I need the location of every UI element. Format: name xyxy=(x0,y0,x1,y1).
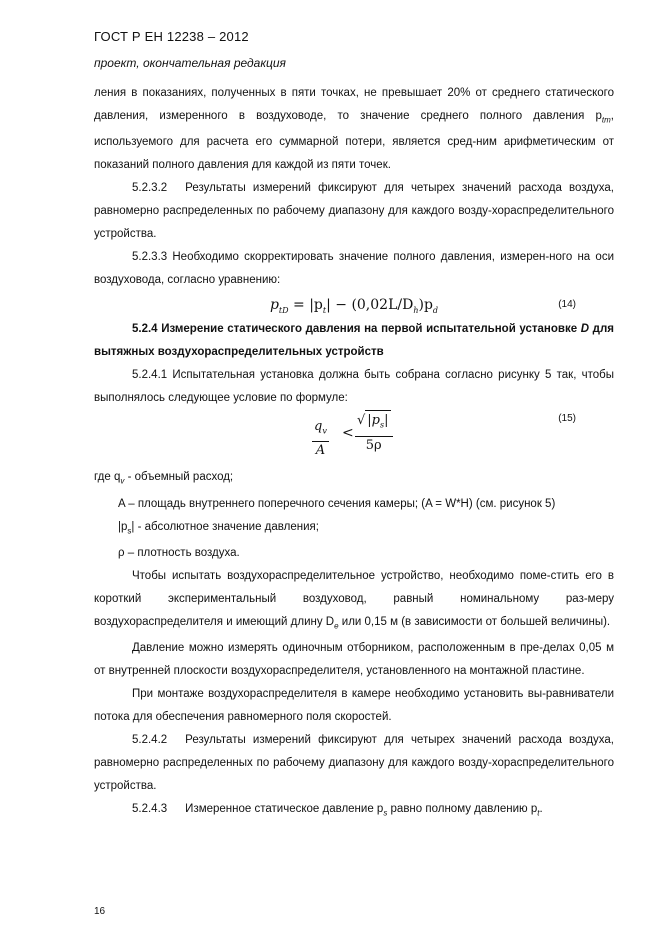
clause-number: 5.2.3.2 xyxy=(132,182,168,195)
definition-rho: ρ – плотность воздуха. xyxy=(118,546,240,559)
paragraph-continuation: ления в показаниях, полученных в пяти точках, не превышает 20% от среднего статического давления, измеренного в воздуховоде, то значение среднего полного давления $p_{tm}$, используемого для расчета его суммарной потери, является сред-ним арифметическим от показаний полного давления для каждой из пяти точек. xyxy=(94,87,614,172)
equation-15 xyxy=(94,410,614,466)
less-than-sign: < xyxy=(342,425,354,442)
page-number: 16 xyxy=(94,906,106,917)
equation-14: $p_{tD} = |p_t| - (0,02L/D_h)p_d$ (14) xyxy=(94,292,614,318)
equation-number-15: (15) xyxy=(558,413,576,425)
paragraph-5-2-3-3: 5.2.3.3 Необходимо скорректировать значение полного давления, измерен-ного на оси воздуховода, согласно уравнению: xyxy=(94,251,614,287)
paragraph-5-2-3-2: 5.2.3.2 Результаты измерений фиксируют для четырех значений расхода воздуха, равномерно распределенных по рабочему диапазону для каждого возду-хораспределительного устройства. xyxy=(94,182,614,241)
paragraph-pressure-tap: Давление можно измерять одиночным отборником, расположенным в пре-делах 0,05 м от внутренней плоскости воздухораспределителя, установленного на монтажной пластине. xyxy=(94,642,614,678)
paragraph-flow-straighteners: При монтаже воздухораспределителя в камере необходимо установить вы-равниватели потока для обеспечения равномерного поля скоростей. xyxy=(94,688,614,724)
section-heading-5-2-4: 5.2.4 Измерение статического давления на первой испытательной установке D для вытяжных воздухораспределительных устройств xyxy=(94,323,614,359)
standard-designation: ГОСТ Р ЕН 12238 – 2012 xyxy=(94,29,249,44)
sqrt-sign: √ xyxy=(357,413,366,429)
clause-number: 5.2.4.2 xyxy=(132,734,168,747)
fraction-qv-over-a: $\frac{q_v}{A}$ xyxy=(314,419,327,458)
definition-area: A – площадь внутреннего поперечного сечения камеры; (A = W*H) (см. рисунок 5) xyxy=(118,497,556,510)
paragraph-5-2-4-3: 5.2.4.3 Измеренное статическое давление $p_s$ равно полному давлению $p_t$. xyxy=(132,803,543,818)
clause-number: 5.2.4.3 xyxy=(132,803,168,816)
paragraph-5-2-4-1: 5.2.4.1 Испытательная установка должна быть собрана согласно рисунку 5 так, чтобы выполнялось следующее условие по формуле: xyxy=(94,369,614,405)
fraction-sqrt-ps-over-5rho: √ $|p_s|$ 5ρ xyxy=(355,410,393,455)
equation-number-14: (14) xyxy=(558,299,576,311)
draft-status: проект, окончательная редакция xyxy=(94,56,286,70)
paragraph-5-2-4-2: 5.2.4.2 Результаты измерений фиксируют для четырех значений расхода воздуха, равномерно распределенных по рабочему диапазону для каждого возду-хораспределительного устройства. xyxy=(94,734,614,793)
definition-qv: где $q_v$ - объемный расход; xyxy=(94,471,234,486)
document-body xyxy=(94,82,614,824)
definition-ps: $|p_s|$ - абсолютное значение давления; xyxy=(118,520,319,535)
paragraph-test-duct: Чтобы испытать воздухораспределительное устройство, необходимо поме-стить его в короткий экспериментальный воздуховод, равный номинальному раз-меру воздухораспределителя и имеющий длину $D_e$ или 0,15 м (в зависимости от большей величины). xyxy=(94,569,614,631)
